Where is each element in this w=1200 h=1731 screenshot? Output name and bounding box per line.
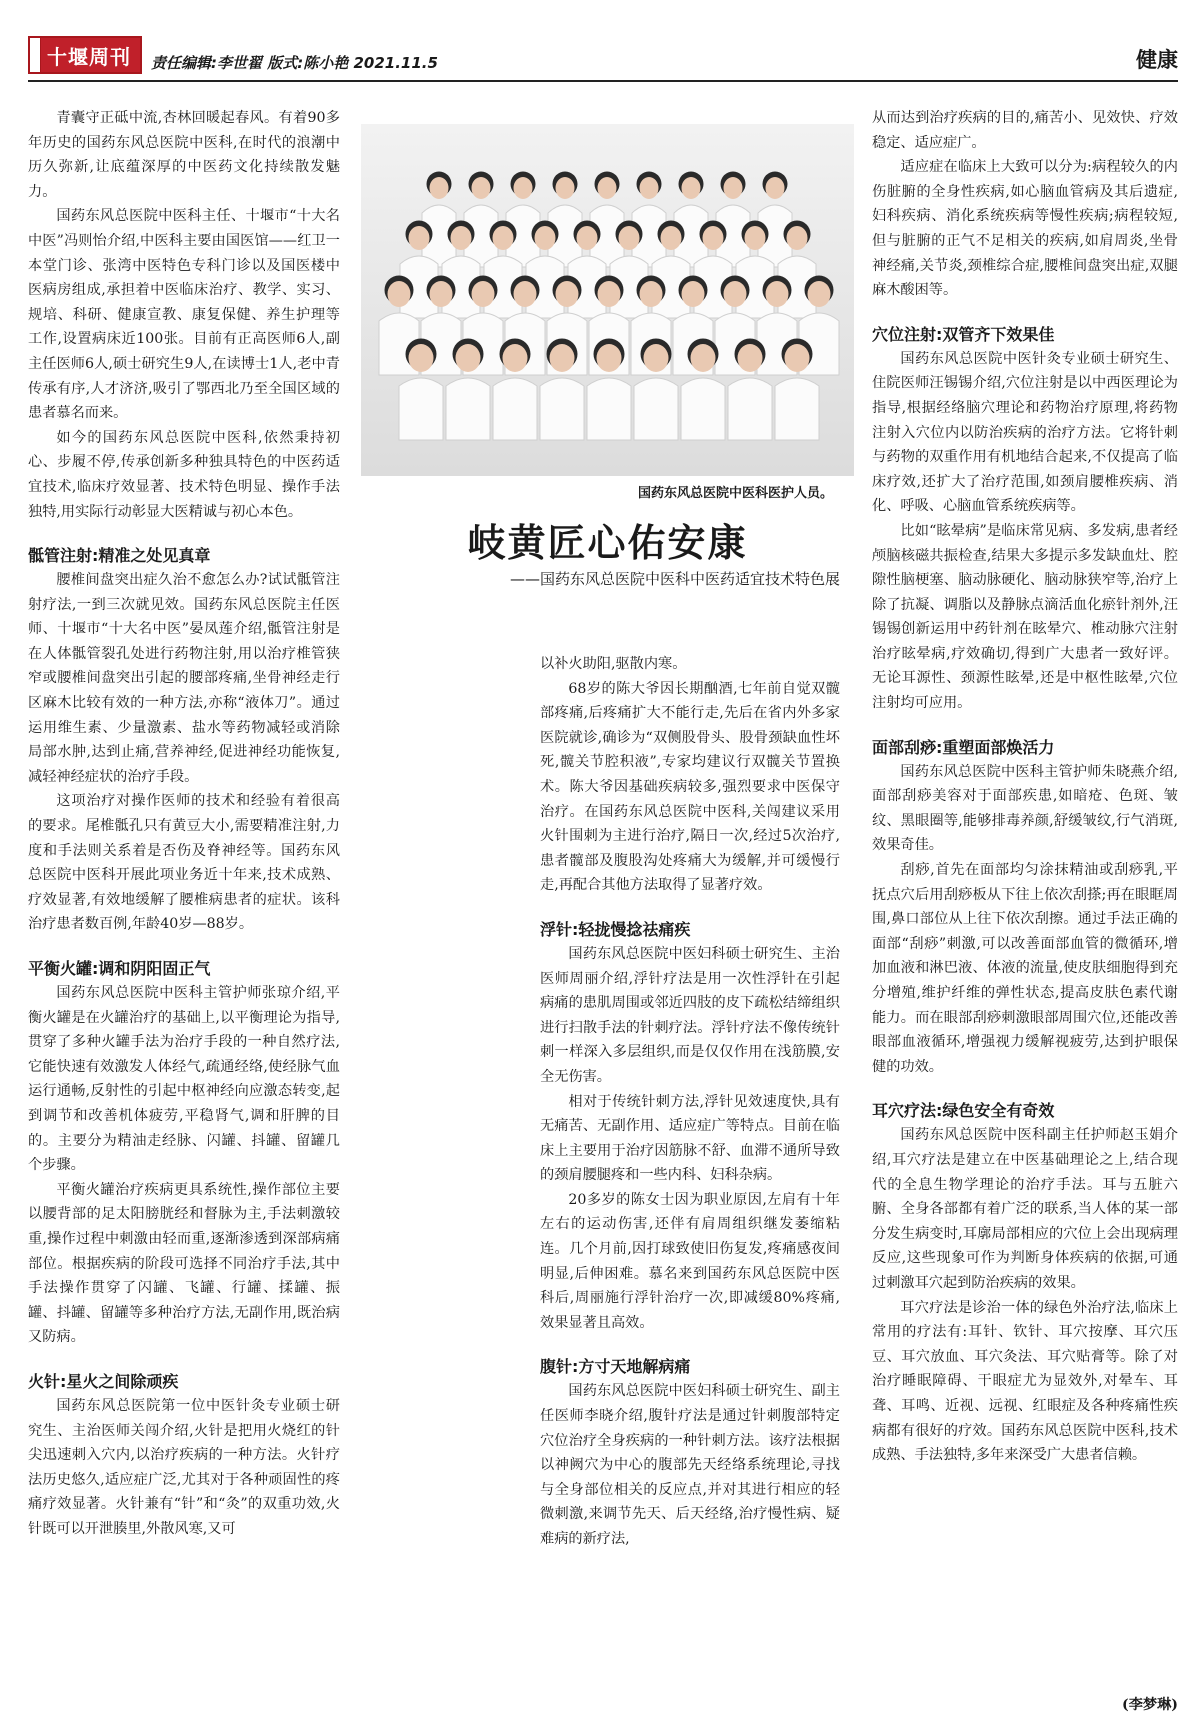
section-heading: 面部刮痧:重塑面部焕活力 [872, 737, 1055, 757]
photo-person-face [430, 281, 453, 307]
body-paragraph: 从而达到治疗疾病的目的,痛苦小、见效快、疗效稳定、适应症广。 [872, 110, 1178, 151]
body-paragraph: 这项治疗对操作医师的技术和经验有着很高的要求。尾椎骶孔只有黄豆大小,需要精准注射,力度和手法则关系着是否伤及脊神经等。国药东风总医院中医科开展此项业务近十年来,技术成熟、疗效显著,有效地缓解了腰椎病患者的症状。该科治疗患者数百例,年龄40岁—88岁。 [28, 793, 340, 933]
photo-person-face [409, 344, 434, 372]
body-paragraph: 刮痧,首先在面部均匀涂抹精油或刮痧乳,平抚点穴后用刮痧板从下往上依次刮搽;再在眼眶周围,鼻口部位从上往下依次刮擦。通过手法正确的面部“刮痧”刺激,可以改善面部血管的微循环,增加血液和淋巴液、体液的流量,使皮肤细胞得到充分增殖,维护纤维的弹性状态,提高皮肤色素代谢能力。而在眼部刮痧刺激眼部周围穴位,还能改善眼部血液循环,增强视力缓解视疲劳,达到护眼保健的功效。 [872, 862, 1178, 1075]
photo-person-face [745, 226, 766, 250]
photo-person-face [535, 226, 556, 250]
masthead-logo [28, 36, 142, 74]
photo-person-face [766, 177, 785, 199]
photo-person-face [661, 226, 682, 250]
photo-person-face [808, 281, 831, 307]
photo-person-face [556, 177, 575, 199]
body-paragraph: 国药东风总医院中医针灸专业硕士研究生、住院医师汪锡锡介绍,穴位注射是以中西医理论为指导,根据经络脑穴理论和药物治疗原理,将药物注射入穴位内以防治疾病的治疗方法。它将针刺与药物的双重作用有机地结合起来,不仅提高了临床疗效,还扩大了治疗范围,如颈肩腰椎疾病、消化、呼吸、心脑血管系统疾病等。 [872, 350, 1178, 515]
body-paragraph: 国药东风总医院第一位中医针灸专业硕士研究生、主治医师关闯介绍,火针是把用火烧红的针尖迅速刺入穴内,以治疗疾病的一种方法。火针疗法历史悠久,适应症广泛,尤其对于各种顽固性的疼痛疗效显著。火针兼有“针”和“灸”的双重功效,火针既可以开泄腠里,外散风寒,又可 [28, 1397, 340, 1537]
photo-person-face [430, 177, 449, 199]
photo-person-face [456, 344, 481, 372]
photo-person-body [399, 378, 443, 440]
photo-person-face [691, 344, 716, 372]
body-paragraph: 以补火助阳,驱散内寒。 [540, 656, 687, 672]
section-heading: 火针:星火之间除顽疾 [28, 1371, 179, 1391]
masthead-title: 十堰周刊 [47, 44, 131, 69]
body-paragraph: 国药东风总医院中医科主管护师张琼介绍,平衡火罐是在火罐治疗的基础上,以平衡理论为指导,贯穿了多种火罐手法为治疗手段的一种自然疗法,它能快速有效激发人体经气,疏通经络,使经脉气血运行通畅,反射性的引起中枢神经向应激态转变,起到调节和改善机体疲劳,平稳肾气,调和肝脾的目的。主要分为精油走经脉、闪罐、抖罐、留罐几个步骤。 [28, 985, 340, 1174]
photo-person-face [503, 344, 528, 372]
body-paragraph: 68岁的陈大爷因长期酗酒,七年前自觉双髋部疼痛,后疼痛扩大不能行走,先后在省内外多家医院就诊,确诊为“双侧股骨头、股骨颈缺血性坏死,髋关节腔积液”,专家均建议行双髋关节置换术。陈大爷因基础疾病较多,强烈要求中医保守治疗。在国药东风总医院中医科,关闯建议采用火针围刺为主进行治疗,隔日一次,经过5次治疗,患者髋部及腹股沟处疼痛大为缓解,并可缓慢行走,再配合其他方法取得了显著疗效。 [540, 680, 840, 894]
photo-person-face [682, 177, 701, 199]
photo-person-face [738, 344, 763, 372]
section-heading: 穴位注射:双管齐下效果佳 [872, 324, 1055, 344]
photo-person-face [514, 281, 537, 307]
photo-person-face [493, 226, 514, 250]
body-paragraph: 相对于传统针刺方法,浮针见效速度快,具有无痛苦、无副作用、适应症广等特点。目前在临床上主要用于治疗因筋脉不舒、血滞不通所导致的颈肩腰腿疼和一些内科、妇科杂病。 [540, 1093, 840, 1184]
body-paragraph: 国药东风总医院中医科副主任护师赵玉娟介绍,耳穴疗法是建立在中医基础理论之上,结合现代的全息生物学理论的治疗手法。耳与五脏六腑、全身各部都有着广泛的联系,当人体的某一部分发生病变时,耳廓局部相应的穴位上会出现病理反应,这些现象可作为判断身体疾病的依据,可通过刺激耳穴起到防治疾病的效果。 [872, 1127, 1178, 1291]
section-heading: 浮针:轻拢慢捻祛痛疾 [540, 919, 691, 939]
section-heading: 骶管注射:精准之处见真章 [28, 546, 211, 566]
body-paragraph: 耳穴疗法是诊治一体的绿色外治疗法,临床上常用的疗法有:耳针、钦针、耳穴按摩、耳穴压豆、耳穴放血、耳穴灸法、耳穴贴膏等。除了对治疗睡眠障碍、干眼症尤为显效外,对晕车、耳聋、耳鸣、近视、远视、红眼症及各种疼痛性疾病都有很好的疗效。国药东风总医院中医科,技术成熟、手法独特,多年来深受广大患者信赖。 [872, 1299, 1178, 1464]
photo-person-face [640, 281, 663, 307]
photo-person-face [388, 281, 411, 307]
photo-person-face [514, 177, 533, 199]
photo-person-face [703, 226, 724, 250]
photo-person-face [644, 344, 669, 372]
photo-person-face [598, 281, 621, 307]
photo-person-face [577, 226, 598, 250]
header-rule [28, 80, 1178, 82]
photo-person-body [587, 378, 631, 440]
photo-person-face [785, 344, 810, 372]
photo-caption: 国药东风总医院中医科医护人员。 [637, 486, 833, 501]
photo-person-face [598, 177, 617, 199]
page-header [0, 0, 1200, 92]
intro-paragraph: 如今的国药东风总医院中医科,依然秉持初心、步履不停,传承创新多种独具特色的中医药适宜技术,临床疗效显著、技术特色明显、操作手法独特,用实际行动彰显大医精诚与初心本色。 [28, 429, 340, 520]
photo-person-face [550, 344, 575, 372]
body-paragraph: 比如“眩晕病”是临床常见病、多发病,患者经颅脑核磁共振检查,结果大多提示多发缺血灶、腔隙性脑梗塞、脑动脉硬化、脑动脉狭窄等,治疗上除了抗凝、调脂以及静脉点滴活血化瘀针剂外,汪锡锡创新运用中药针剂在眩晕穴、椎动脉穴注射治疗眩晕病,疗效确切,得到广大患者一致好评。无论耳源性、颈源性眩晕,还是中枢性眩晕,穴位注射均可应用。 [872, 522, 1178, 712]
body-paragraph: 国药东风总医院中医妇科硕士研究生、副主任医师李晓介绍,腹针疗法是通过针刺腹部特定穴位治疗全身疾病的一种针刺方法。该疗法根据以神阙穴为中心的腹部先天经络系统理论,寻找与全身部位相关的反应点,并对其进行相应的轻微刺激,来调节先天、后天经络,治疗慢性病、疑难病的新疗法, [540, 1383, 840, 1547]
section-heading: 腹针:方寸天地解病痛 [540, 1357, 691, 1377]
photo-person-face [724, 281, 747, 307]
staff-group-photo [361, 124, 854, 476]
section-heading: 平衡火罐:调和阴阳固正气 [28, 959, 211, 978]
photo-person-body [634, 378, 678, 440]
intro-paragraph: 青囊守正砥中流,杏林回暖起春风。有着90多年历史的国药东风总医院中医科,在时代的浪潮中历久弥新,让底蕴深厚的中医药文化持续散发魅力。 [28, 110, 340, 200]
article-subtitle: ——国药东风总医院中医科中医药适宜技术特色展 [509, 570, 840, 588]
column-1 [28, 106, 340, 1541]
intro-paragraph: 国药东风总医院中医科主任、十堰市“十大名中医”冯则怡介绍,中医科主要由国医馆——红卫一本堂门诊、张湾中医特色专科门诊以及国医楼中医病房组成,承担着中医临床治疗、教学、实习、规培、科研、健康宣教、康复保健、养生护理等工作,设置病床近100张。目前有正高医师6人,副主任医师6人,硕士研究生9人,在读博士1人,老中青传承有序,人才济济,吸引了鄂西北乃至全国区域的患者慕名而来。 [28, 208, 340, 422]
photo-person-face [619, 226, 640, 250]
body-paragraph: 适应症在临床上大致可以分为:病程较久的内伤脏腑的全身性疾病,如心脑血管病及其后遗症,妇科疾病、消化系统疾病等慢性疾病;病程较短,但与脏腑的正气不足相关的疾病,如肩周炎,坐骨神经痛,关节炎,颈椎综合症,腰椎间盘突出症,双腿麻木酸困等。 [872, 159, 1178, 299]
photo-person-face [451, 226, 472, 250]
article-headline: 岐黄匠心佑安康 [467, 520, 748, 565]
body-paragraph: 20多岁的陈女士因为职业原因,左肩有十年左右的运动伤害,还伴有肩周组织继发萎缩粘连。几个月前,因打球致使旧伤复发,疼痛感夜间明显,后伸困难。慕名来到国药东风总医院中医科后,周丽施行浮针治疗一次,即减缓80%疼痛,效果显著且高效。 [540, 1191, 840, 1331]
photo-person-face [640, 177, 659, 199]
photo-person-face [556, 281, 579, 307]
photo-person-face [682, 281, 705, 307]
body-paragraph: 平衡火罐治疗疾病更具系统性,操作部位主要以腰背部的足太阳膀胱经和督脉为主,手法刺激较重,操作过程中刺激由轻而重,逐渐渗透到深部病痛部位。根据疾病的阶段可选择不同治疗手法,其中手法操作贯穿了闪罐、飞罐、行罐、揉罐、振罐、抖罐、留罐等多种治疗方法,无副作用,既治病又防病。 [28, 1181, 340, 1346]
body-paragraph: 国药东风总医院中医科主管护师朱晓燕介绍,面部刮痧美容对于面部疾患,如暗疮、色斑、皱纹、黑眼圈等,能够排毒养颜,舒缓皱纹,行气消斑,效果奇佳。 [872, 763, 1178, 854]
photo-person-face [409, 226, 430, 250]
photo-person-body [728, 378, 772, 440]
photo-person-face [472, 281, 495, 307]
photo-person-face [724, 177, 743, 199]
body-paragraph: 腰椎间盘突出症久治不愈怎么办?试试骶管注射疗法,一到三次就见效。国药东风总医院主任医师、十堰市“十大名中医”晏凤莲介绍,骶管注射是在人体骶管裂孔处进行药物注射,用以治疗椎管狭窄或腰椎间盘突出引起的腰部疼痛,坐骨神经走行区麻木比较有效的一种方法,亦称“液体刀”。通过运用维生素、少量激素、盐水等药物减轻或消除局部水肿,达到止痛,营养神经,促进神经功能恢复,减轻神经症状的治疗手段。 [28, 572, 340, 785]
column-3 [872, 106, 1178, 1468]
photo-person-body [493, 378, 537, 440]
section-heading: 耳穴疗法:绿色安全有奇效 [872, 1101, 1055, 1121]
photo-person-body [540, 378, 584, 440]
masthead-side-strip [30, 38, 41, 72]
photo-person-face [597, 344, 622, 372]
column-2 [540, 652, 840, 1552]
photo-person-body [681, 378, 725, 440]
author-credit: (李梦琳) [1122, 1697, 1178, 1713]
photo-person-body [775, 378, 819, 440]
photo-person-face [472, 177, 491, 199]
photo-person-face [766, 281, 789, 307]
photo-person-body [446, 378, 490, 440]
body-paragraph: 国药东风总医院中医妇科硕士研究生、主治医师周丽介绍,浮针疗法是用一次性浮针在引起病痛的患肌周围或邻近四肢的皮下疏松结缔组织进行扫散手法的针刺疗法。浮针疗法不像传统针刺一样深入多层组织,而是仅仅作用在浅筋膜,安全无伤害。 [540, 945, 840, 1085]
section-label: 健康 [1136, 48, 1178, 72]
intro-block [28, 106, 340, 524]
editor-credits: 责任编辑:李世翟 版式:陈小艳 2021.11.5 [151, 54, 438, 72]
photo-person-face [787, 226, 808, 250]
